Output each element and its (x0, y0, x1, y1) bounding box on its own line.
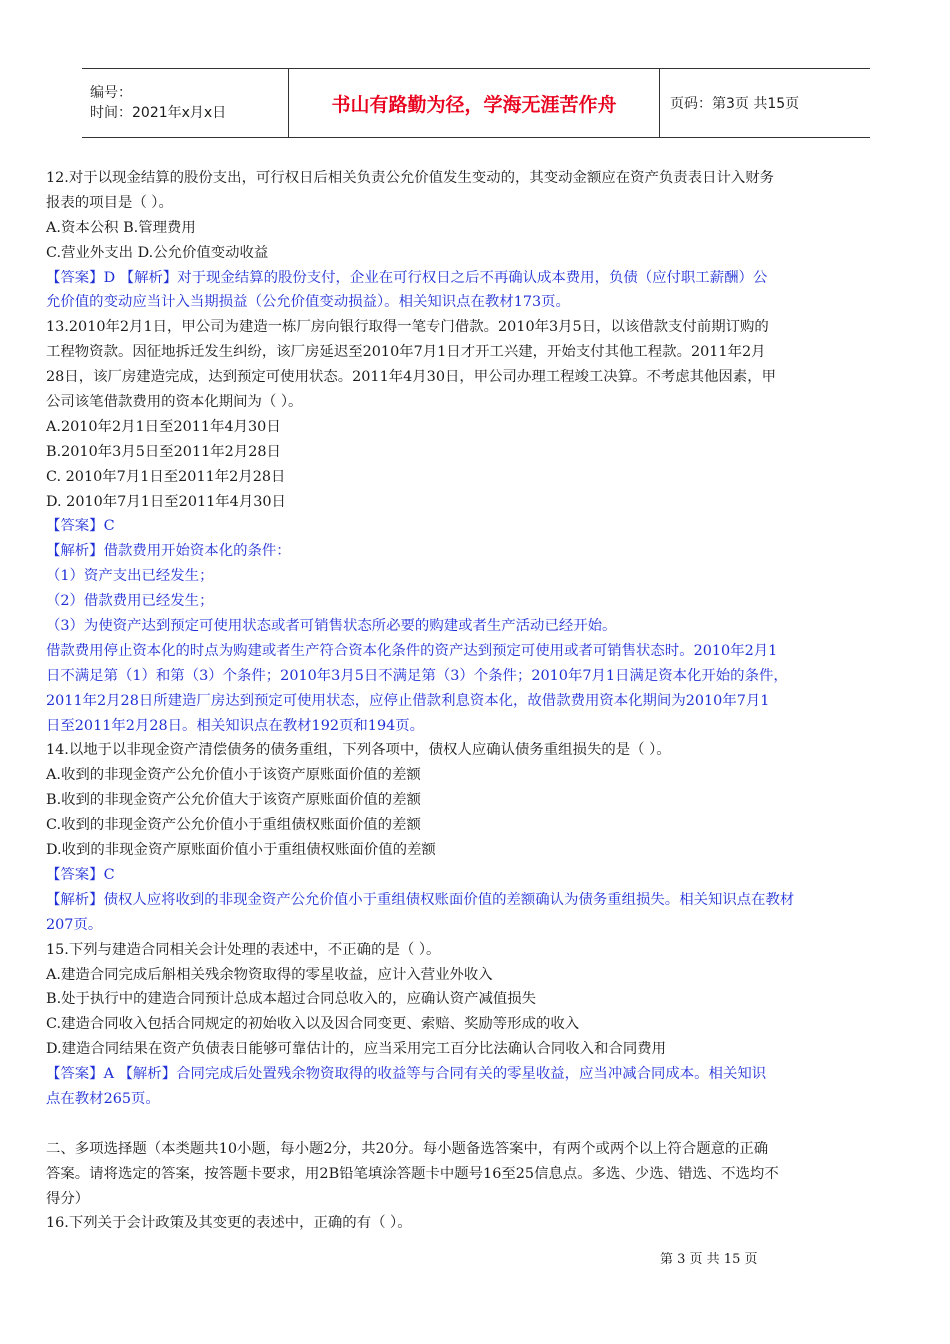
question-line: 16.下列关于会计政策及其变更的表述中，正确的有（ ）。 (46, 1215, 412, 1232)
question-line: 工程物资款。因征地拆迁发生纠纷，该厂房延迟至2010年7月1日才开工兴建，开始支付其他工程款。2011年2月 (46, 344, 766, 361)
answer-line: 日不满足第（1）和第（3）个条件；2010年3月5日不满足第（3）个条件；2010年7月1日满足资本化开始的条件， (46, 667, 788, 684)
answer-line: 【答案】D 【解析】对于现金结算的股份支付，企业在可行权日之后不再确认成本费用，负债（应付职工薪酬）公 (46, 269, 768, 286)
question-line: A.收到的非现金资产公允价值小于该资产原账面价值的差额 (46, 767, 421, 784)
page-header (82, 68, 870, 138)
blank-line (46, 1112, 906, 1137)
answer-line: 允价值的变动应当计入当期损益（公允价值变动损益）。相关知识点在教材173页。 (46, 294, 570, 311)
answer-line: （2）借款费用已经发生； (46, 593, 214, 610)
question-line: D.建造合同结果在资产负债表日能够可靠估计的，应当采用完工百分比法确认合同收入和合同费用 (46, 1041, 667, 1058)
question-line: C.收到的非现金资产公允价值小于重组债权账面价值的差额 (46, 817, 421, 834)
question-line: 报表的项目是（ ）。 (46, 194, 173, 211)
question-line: D. 2010年7月1日至2011年4月30日 (46, 493, 286, 510)
header-left-cell (82, 69, 288, 137)
question-line: B.2010年3月5日至2011年2月28日 (46, 443, 281, 460)
answer-line: 207页。 (46, 916, 103, 933)
answer-line: 【解析】借款费用开始资本化的条件： (46, 543, 291, 560)
question-line: C.营业外支出 D.公允价值变动收益 (46, 244, 269, 261)
question-line: 14.以地于以非现金资产清偿债务的债务重组，下列各项中，债权人应确认债务重组损失的是（ ）。 (46, 742, 671, 759)
question-line: A.建造合同完成后斛相关残余物资取得的零星收益，应计入营业外收入 (46, 966, 493, 983)
page-info: 页码：第3页 共15页 (670, 96, 800, 112)
question-line: B.处于执行中的建造合同预计总成本超过合同总收入的，应确认资产减值损失 (46, 991, 537, 1008)
question-line: 12.对于以现金结算的股份支出，可行权日后相关负责公允价值发生变动的，其变动金额应在资产负责表日计入财务 (46, 170, 775, 186)
question-line: 二、多项选择题（本类题共10小题，每小题2分，共20分。每小题备选答案中，有两个或两个以上符合题意的正确 (46, 1140, 769, 1157)
answer-line: 2011年2月28日所建造厂房达到预定可使用状态，应停止借款利息资本化，故借款费用资本化期间为2010年7月1 (46, 692, 770, 709)
question-line: D.收到的非现金资产原账面价值小于重组债权账面价值的差额 (46, 842, 436, 859)
question-line: 答案。请将选定的答案，按答题卡要求，用2B铅笔填涂答题卡中题号16至25信息点。多选、少选、错选、不选均不 (46, 1165, 779, 1182)
answer-line: 借款费用停止资本化的时点为购建或者生产符合资本化条件的资产达到预定可使用或者可销售状态时。2010年2月1 (46, 642, 778, 659)
answer-line: 【解析】债权人应将收到的非现金资产公允价值小于重组债权账面价值的差额确认为债务重组损失。相关知识点在教材 (46, 891, 795, 908)
question-line: C. 2010年7月1日至2011年2月28日 (46, 468, 286, 485)
question-line: 13.2010年2月1日，甲公司为建造一栋厂房向银行取得一笔专门借款。2010年3月5日，以该借款支付前期订购的 (46, 319, 769, 336)
number-label: 编号： (90, 85, 132, 101)
question-line: C.建造合同收入包括合同规定的初始收入以及因合同变更、索赔、奖励等形成的收入 (46, 1016, 580, 1033)
motto-text: 书山有路勤为径，学海无涯苦作舟 (331, 93, 617, 116)
header-motto-cell (288, 69, 660, 137)
header-right-cell (660, 69, 870, 137)
answer-line: （3）为使资产达到预定可使用状态或者可销售状态所必要的购建或者生产活动已经开始。 (46, 618, 617, 635)
question-line: 公司该笔借款费用的资本化期间为（ ）。 (46, 394, 303, 411)
time-label: 时间：2021年x月x日 (90, 105, 227, 121)
question-line: A.资本公积 B.管理费用 (46, 219, 196, 236)
question-line: 得分） (46, 1190, 90, 1207)
question-line: A.2010年2月1日至2011年4月30日 (46, 418, 281, 435)
answer-line: 点在教材265页。 (46, 1090, 160, 1107)
answer-line: 【答案】C (46, 866, 115, 883)
answer-line: 【答案】A 【解析】合同完成后处置残余物资取得的收益等与合同有关的零星收益，应当冲减合同成本。相关知识 (46, 1066, 767, 1083)
question-line: 28日，该厂房建造完成，达到预定可使用状态。2011年4月30日，甲公司办理工程竣工决算。不考虑其他因素，甲 (46, 369, 776, 386)
answer-line: （1）资产支出已经发生； (46, 568, 214, 585)
question-line: 15.下列与建造合同相关会计处理的表述中，不正确的是（ ）。 (46, 941, 441, 958)
answer-line: 【答案】C (46, 518, 115, 535)
answer-line: 日至2011年2月28日。相关知识点在教材192页和194页。 (46, 717, 425, 734)
question-line: B.收到的非现金资产公允价值大于该资产原账面价值的差额 (46, 792, 421, 809)
page-footer: 第 3 页 共 15 页 (660, 1252, 758, 1267)
document-body (46, 166, 906, 1236)
